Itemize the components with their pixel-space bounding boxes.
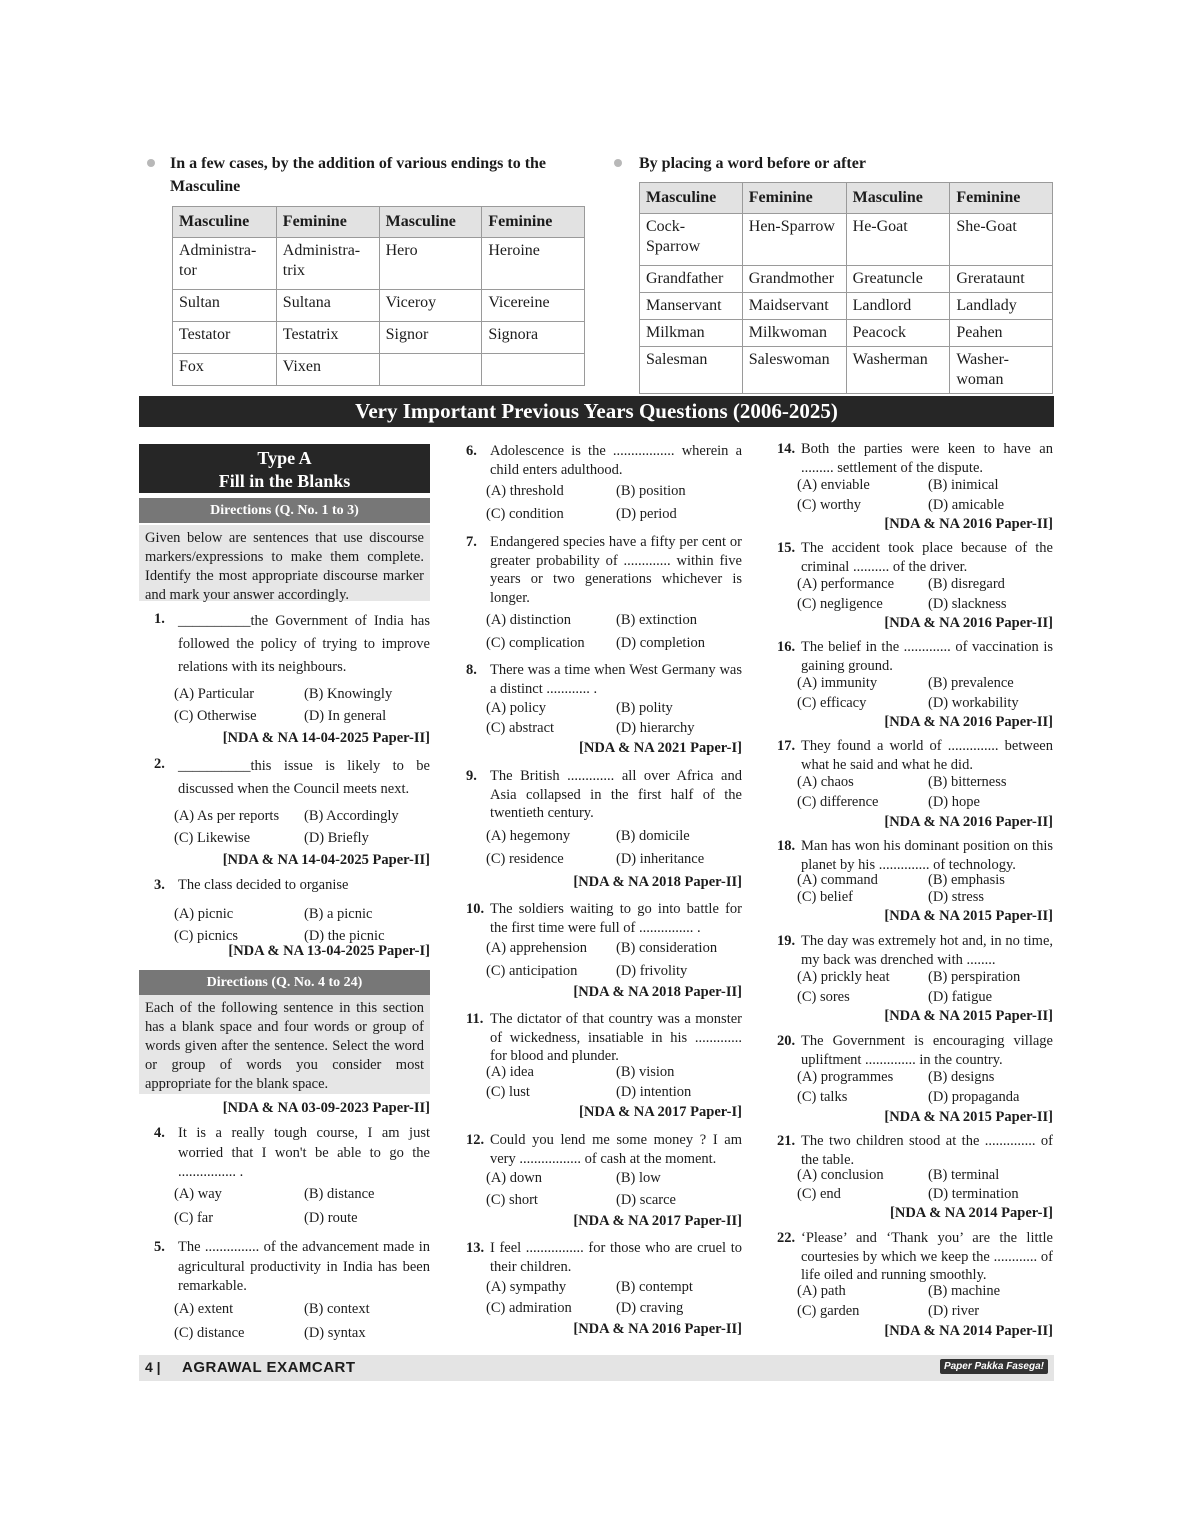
table-row	[173, 238, 585, 290]
intro-right-table	[639, 182, 1053, 394]
answer-option: (C) distance	[174, 1325, 245, 1341]
table-row	[640, 214, 1053, 266]
answer-option: (B) prevalence	[928, 675, 1014, 691]
directions-text: Each of the following sentence in this section has a blank space and four words or group of words given after the sentence. Select the word or group of words you consider most appropriate for the blank space.	[139, 995, 430, 1094]
question-item	[466, 900, 742, 937]
source-tag: [NDA & NA 2016 Paper-II]	[573, 1321, 742, 1337]
question-text: __________this issue is likely to be discussed when the Council meets next.	[178, 758, 430, 797]
question-text: ‘Please’ and ‘Thank you’ are the little courtesies by which we keep the ............ of life oiled and running smoothly.	[801, 1230, 1053, 1283]
answer-option: (A) path	[797, 1283, 846, 1299]
answer-option: (A) performance	[797, 576, 895, 592]
question-item	[466, 1131, 742, 1168]
answer-option: (A) prickly heat	[797, 969, 890, 985]
answer-option: (C) lust	[486, 1084, 530, 1100]
table-cell: Washerman	[846, 347, 950, 394]
question-item	[466, 1010, 742, 1066]
table-cell: Testator	[173, 322, 277, 354]
table-header: Feminine	[482, 207, 585, 238]
question-number: 19.	[777, 933, 796, 949]
type-box	[139, 444, 430, 493]
answer-option: (A) distinction	[486, 612, 571, 628]
source-tag: [NDA & NA 14-04-2025 Paper-II]	[222, 730, 430, 746]
answer-option: (C) residence	[486, 851, 564, 867]
question-item	[466, 1239, 742, 1276]
answer-option: (C) end	[797, 1186, 841, 1202]
answer-option: (B) context	[304, 1301, 370, 1317]
question-number: 2.	[154, 756, 165, 772]
directions-heading: Directions (Q. No. 1 to 3)	[139, 498, 430, 523]
table-row	[640, 347, 1053, 394]
question-text: Adolescence is the ................. wherein a child enters adulthood.	[490, 443, 742, 478]
question-text: The class decided to organise	[178, 877, 349, 893]
intro-left-table	[172, 206, 585, 386]
table-header: Feminine	[276, 207, 379, 238]
answer-option: (B) polity	[616, 700, 673, 716]
answer-option: (A) down	[486, 1170, 542, 1186]
question-item	[466, 442, 742, 479]
table-cell: Fox	[173, 354, 277, 386]
question-number: 4.	[154, 1125, 165, 1141]
question-number: 11.	[466, 1011, 484, 1027]
table-cell: Saleswoman	[742, 347, 846, 394]
question-number: 9.	[466, 768, 477, 784]
question-item	[466, 661, 742, 698]
table-header: Feminine	[950, 183, 1053, 214]
question-text: I feel ................ for those who are cruel to their children.	[490, 1240, 742, 1275]
answer-option: (B) extinction	[616, 612, 697, 628]
answer-option: (C) talks	[797, 1089, 848, 1105]
source-tag: [NDA & NA 2018 Paper-II]	[573, 874, 742, 890]
source-tag: [NDA & NA 2016 Paper-II]	[884, 814, 1053, 830]
type-title: Type A	[257, 448, 312, 468]
answer-option: (A) extent	[174, 1301, 234, 1317]
question-text: The accident took place because of the criminal .......... of the driver.	[801, 540, 1053, 575]
question-text: The day was extremely hot and, in no time, my back was drenched with ........	[801, 933, 1053, 968]
intro-right-heading: By placing a word before or after	[639, 155, 866, 172]
table-cell: Landlady	[950, 293, 1053, 320]
answer-option: (C) picnics	[174, 928, 239, 944]
question-text: The dictator of that country was a monster of wickedness, insatiable in his ............. for blood and plunder.	[490, 1011, 742, 1064]
answer-option: (A) threshold	[486, 483, 564, 499]
question-item	[466, 533, 742, 607]
question-item	[777, 1032, 1053, 1069]
table-cell: Grerataunt	[950, 266, 1053, 293]
table-cell: Cock-Sparrow	[640, 214, 743, 266]
source-tag: [NDA & NA 2016 Paper-II]	[884, 516, 1053, 532]
question-text: The ............... of the advancement made in agricultural productivity in India has been remarkable.	[178, 1239, 430, 1294]
table-cell: Hen-Sparrow	[742, 214, 846, 266]
question-number: 14.	[777, 441, 796, 457]
answer-option: (A) way	[174, 1186, 222, 1202]
table-row	[640, 293, 1053, 320]
answer-option: (D) the picnic	[304, 928, 385, 944]
table-header: Masculine	[379, 207, 482, 238]
answer-option: (A) enviable	[797, 477, 870, 493]
answer-option: (A) sympathy	[486, 1279, 567, 1295]
source-tag: [NDA & NA 2016 Paper-II]	[884, 714, 1053, 730]
table-cell: Landlord	[846, 293, 950, 320]
answer-option: (A) idea	[486, 1064, 534, 1080]
question-item	[777, 638, 1053, 675]
source-tag: [NDA & NA 2016 Paper-II]	[884, 615, 1053, 631]
source-tag: [NDA & NA 2015 Paper-II]	[884, 1008, 1053, 1024]
table-cell: Milkman	[640, 320, 743, 347]
question-text: __________the Government of India has followed the policy of trying to improve relations with its neighbours.	[178, 613, 430, 675]
brand-logo: AGRAWAL EXAMCART	[182, 1359, 356, 1376]
answer-option: (B) vision	[616, 1064, 675, 1080]
table-cell: Manservant	[640, 293, 743, 320]
answer-option: (D) hierarchy	[616, 720, 695, 736]
table-cell: Peahen	[950, 320, 1053, 347]
answer-option: (A) immunity	[797, 675, 878, 691]
table-cell: Peacock	[846, 320, 950, 347]
answer-option: (A) Particular	[174, 686, 255, 702]
question-number: 10.	[466, 901, 485, 917]
answer-option: (D) frivolity	[616, 963, 688, 979]
table-header: Feminine	[742, 183, 846, 214]
answer-option: (B) bitterness	[928, 774, 1007, 790]
answer-option: (C) abstract	[486, 720, 555, 736]
table-cell: Sultana	[276, 290, 379, 322]
answer-option: (D) termination	[928, 1186, 1019, 1202]
answer-option: (C) sores	[797, 989, 850, 1005]
table-cell: He-Goat	[846, 214, 950, 266]
tagline-badge: Paper Pakka Fasega!	[940, 1359, 1048, 1374]
question-number: 18.	[777, 838, 796, 854]
question-text: The soldiers waiting to go into battle for the first time were full of ............... .	[490, 901, 742, 936]
answer-option: (D) stress	[928, 889, 984, 905]
table-cell: Signora	[482, 322, 585, 354]
directions-heading: Directions (Q. No. 4 to 24)	[139, 970, 430, 995]
page-footer	[139, 1355, 1054, 1381]
question-item	[777, 1229, 1053, 1285]
question-item	[154, 1124, 430, 1183]
question-item	[777, 440, 1053, 477]
answer-option: (B) distance	[304, 1186, 375, 1202]
answer-option: (D) river	[928, 1303, 980, 1319]
question-item	[777, 1132, 1053, 1169]
answer-option: (A) apprehension	[486, 940, 588, 956]
table-cell: Milkwoman	[742, 320, 846, 347]
question-text: The British ............. all over Africa and Asia collapsed in the first half of the twentieth century.	[490, 768, 742, 821]
table-cell	[379, 354, 482, 386]
answer-option: (B) inimical	[928, 477, 999, 493]
answer-option: (B) perspiration	[928, 969, 1021, 985]
question-item	[777, 932, 1053, 969]
bullet-icon	[147, 159, 155, 167]
table-cell: She-Goat	[950, 214, 1053, 266]
table-header: Masculine	[640, 183, 743, 214]
answer-option: (A) policy	[486, 700, 546, 716]
answer-option: (A) chaos	[797, 774, 854, 790]
question-number: 8.	[466, 662, 477, 678]
question-number: 21.	[777, 1133, 796, 1149]
answer-option: (D) fatigue	[928, 989, 993, 1005]
table-row	[640, 266, 1053, 293]
question-number: 16.	[777, 639, 796, 655]
question-item	[777, 737, 1053, 774]
table-cell: Vicereine	[482, 290, 585, 322]
page-number: 4 |	[145, 1359, 161, 1375]
answer-option: (B) machine	[928, 1283, 1001, 1299]
answer-option: (D) syntax	[304, 1325, 366, 1341]
answer-option: (A) programmes	[797, 1069, 894, 1085]
table-row	[640, 320, 1053, 347]
source-tag: [NDA & NA 2014 Paper-I]	[890, 1205, 1053, 1221]
source-tag: [NDA & NA 03-09-2023 Paper-II]	[222, 1100, 430, 1116]
question-number: 1.	[154, 611, 165, 627]
table-cell: Signor	[379, 322, 482, 354]
answer-option: (C) complication	[486, 635, 585, 651]
source-tag: [NDA & NA 2018 Paper-II]	[573, 984, 742, 1000]
directions-text: Given below are sentences that use discourse markers/expressions to make them complete. Identify the most appropriate discourse marker and mark your answer accordingly.	[139, 525, 430, 601]
table-cell: Greatuncle	[846, 266, 950, 293]
question-text: Could you lend me some money ? I am very ................. of cash at the moment.	[490, 1132, 742, 1167]
answer-option: (B) consideration	[616, 940, 718, 956]
question-text: Both the parties were keen to have an ......... settlement of the dispute.	[801, 441, 1053, 476]
answer-option: (C) belief	[797, 889, 853, 905]
answer-option: (B) disregard	[928, 576, 1005, 592]
question-item	[154, 755, 430, 801]
answer-option: (B) emphasis	[928, 872, 1005, 888]
answer-option: (B) Accordingly	[304, 808, 399, 824]
table-cell	[482, 354, 585, 386]
type-subtitle: Fill in the Blanks	[218, 471, 351, 491]
answer-option: (C) anticipation	[486, 963, 578, 979]
table-cell: Administra-tor	[173, 238, 277, 290]
source-tag: [NDA & NA 2021 Paper-I]	[579, 740, 742, 756]
answer-option: (D) craving	[616, 1300, 684, 1316]
answer-option: (D) workability	[928, 695, 1019, 711]
answer-option: (C) Otherwise	[174, 708, 257, 724]
answer-option: (C) far	[174, 1210, 214, 1226]
answer-option: (D) propaganda	[928, 1089, 1020, 1105]
answer-option: (D) In general	[304, 708, 387, 724]
table-row	[173, 322, 585, 354]
answer-option: (D) Briefly	[304, 830, 369, 846]
source-tag: [NDA & NA 2017 Paper-II]	[573, 1213, 742, 1229]
question-item	[777, 837, 1053, 874]
question-number: 3.	[154, 877, 165, 893]
answer-option: (C) short	[486, 1192, 538, 1208]
answer-option: (D) period	[616, 506, 677, 522]
answer-option: (B) domicile	[616, 828, 690, 844]
table-cell: Washer-woman	[950, 347, 1053, 394]
answer-option: (D) slackness	[928, 596, 1007, 612]
question-item	[466, 767, 742, 823]
question-number: 15.	[777, 540, 796, 556]
answer-option: (C) Likewise	[174, 830, 251, 846]
source-tag: [NDA & NA 2014 Paper-II]	[884, 1323, 1053, 1339]
source-tag: [NDA & NA 2017 Paper-I]	[579, 1104, 742, 1120]
table-cell: Testatrix	[276, 322, 379, 354]
answer-option: (B) contempt	[616, 1279, 693, 1295]
source-tag: [NDA & NA 14-04-2025 Paper-II]	[222, 852, 430, 868]
table-cell: Administra-trix	[276, 238, 379, 290]
answer-option: (B) low	[616, 1170, 661, 1186]
source-tag: [NDA & NA 13-04-2025 Paper-I]	[228, 943, 430, 959]
question-text: They found a world of .............. between what he said and what he did.	[801, 738, 1053, 773]
answer-option: (D) amicable	[928, 497, 1005, 513]
table-cell: Vixen	[276, 354, 379, 386]
question-number: 13.	[466, 1240, 485, 1256]
question-text: The Government is encouraging village upliftment .............. in the country.	[801, 1033, 1053, 1068]
question-number: 17.	[777, 738, 796, 754]
answer-option: (A) As per reports	[174, 808, 280, 824]
answer-option: (B) a picnic	[304, 906, 373, 922]
answer-option: (B) Knowingly	[304, 686, 393, 702]
question-number: 22.	[777, 1230, 796, 1246]
answer-option: (C) condition	[486, 506, 564, 522]
source-tag: [NDA & NA 2015 Paper-II]	[884, 1109, 1053, 1125]
answer-option: (C) admiration	[486, 1300, 572, 1316]
question-number: 6.	[466, 443, 477, 459]
table-cell: Hero	[379, 238, 482, 290]
question-text: Man has won his dominant position on this planet by his .............. of technology.	[801, 838, 1053, 873]
answer-option: (B) terminal	[928, 1167, 1000, 1183]
table-cell: Grandfather	[640, 266, 743, 293]
question-number: 5.	[154, 1239, 165, 1255]
answer-option: (C) difference	[797, 794, 879, 810]
answer-option: (B) position	[616, 483, 686, 499]
question-item	[777, 539, 1053, 576]
table-row	[173, 290, 585, 322]
answer-option: (C) worthy	[797, 497, 862, 513]
table-header: Masculine	[173, 207, 277, 238]
answer-option: (B) designs	[928, 1069, 995, 1085]
answer-option: (A) conclusion	[797, 1167, 884, 1183]
answer-option: (D) scarce	[616, 1192, 676, 1208]
bullet-icon	[614, 159, 622, 167]
answer-option: (A) command	[797, 872, 878, 888]
answer-option: (C) negligence	[797, 596, 883, 612]
table-cell: Salesman	[640, 347, 743, 394]
table-cell: Sultan	[173, 290, 277, 322]
question-number: 12.	[466, 1132, 485, 1148]
question-text: There was a time when West Germany was a distinct ............ .	[490, 662, 742, 697]
table-cell: Maidservant	[742, 293, 846, 320]
section-banner: Very Important Previous Years Questions (2006-2025)	[139, 396, 1054, 427]
answer-option: (C) garden	[797, 1303, 860, 1319]
answer-option: (D) completion	[616, 635, 705, 651]
answer-option: (D) hope	[928, 794, 980, 810]
question-text: Endangered species have a fifty per cent or greater probability of ............. within five years or two generations whichever is longer.	[490, 534, 742, 606]
table-cell: Viceroy	[379, 290, 482, 322]
answer-option: (A) hegemony	[486, 828, 571, 844]
question-text: It is a really tough course, I am just worried that I won't be able to go the ................ .	[178, 1125, 430, 1180]
question-item	[154, 876, 430, 895]
question-text: The belief in the ............. of vaccination is gaining ground.	[801, 639, 1053, 674]
table-row	[173, 354, 585, 386]
table-header: Masculine	[846, 183, 950, 214]
answer-option: (C) efficacy	[797, 695, 867, 711]
answer-option: (A) picnic	[174, 906, 234, 922]
table-cell: Heroine	[482, 238, 585, 290]
table-cell: Grandmother	[742, 266, 846, 293]
answer-option: (D) intention	[616, 1084, 692, 1100]
question-text: The two children stood at the .............. of the table.	[801, 1133, 1053, 1168]
source-tag: [NDA & NA 2015 Paper-II]	[884, 908, 1053, 924]
intro-left-heading: In a few cases, by the addition of various endings to the Masculine	[170, 155, 547, 195]
question-number: 20.	[777, 1033, 796, 1049]
question-item	[154, 610, 430, 679]
answer-option: (D) inheritance	[616, 851, 705, 867]
question-item	[154, 1238, 430, 1297]
answer-option: (D) route	[304, 1210, 358, 1226]
question-number: 7.	[466, 534, 477, 550]
